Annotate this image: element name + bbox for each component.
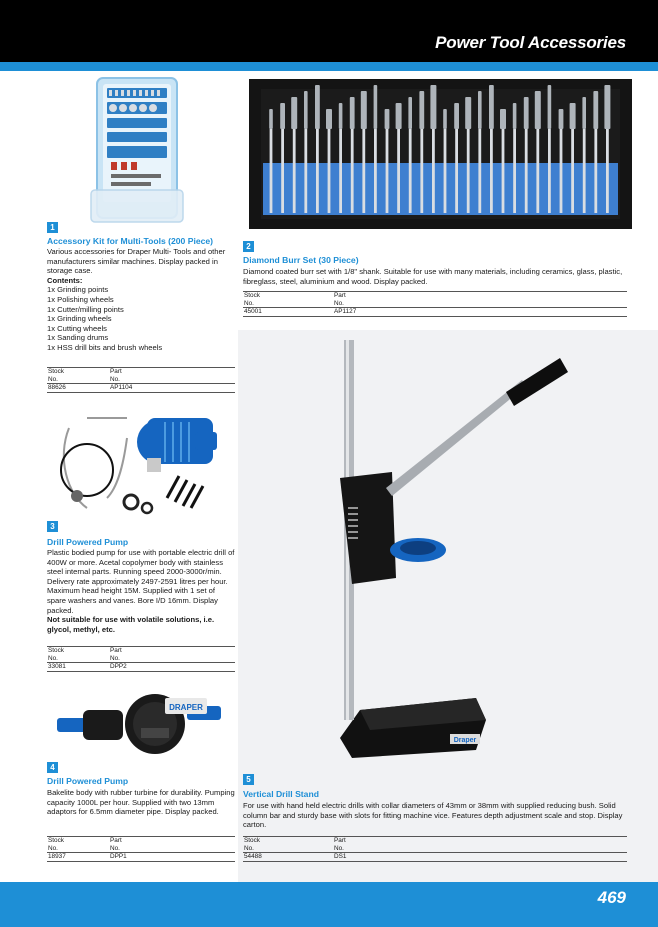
product-description: Diamond coated burr set with 1/8" shank. Suitable for use with many materials, including ceramics, glass, plastic, fibreglass, steel, aluminium and wood. Display packed. [243, 267, 623, 286]
stock-header: Stock [244, 837, 260, 844]
contents-list [47, 285, 235, 352]
product-title: Accessory Kit for Multi-Tools (200 Piece) [47, 236, 214, 246]
contents-item: 1x Grinding points [47, 285, 109, 295]
section-title: Power Tool Accessories [435, 33, 626, 52]
product-description: For use with hand held electric drills with collar diameters of 43mm or 38mm with supplied reducing bush. Solid column bar and sturdy base with slots for fitting machine vice. Features depth adjustment scale and stop. Display carton. [243, 801, 623, 830]
burr-head [269, 109, 273, 129]
accessory-kit-image [87, 72, 193, 230]
stock-header: No. [48, 654, 58, 662]
burr-shank [571, 129, 574, 213]
burr-shank [281, 129, 284, 213]
burr-shank [339, 129, 342, 213]
table-row [47, 853, 235, 862]
burr-head [396, 103, 402, 129]
burr-shank [293, 129, 296, 213]
burr-shank [490, 129, 493, 213]
part-number: DS1 [334, 853, 347, 861]
stock-table-header [47, 646, 235, 663]
product-title: Diamond Burr Set (30 Piece) [243, 255, 359, 265]
burr-head [570, 103, 576, 129]
table-row [243, 308, 627, 317]
burr-head [535, 91, 541, 129]
stock-header: No. [48, 375, 58, 383]
contents-item: 1x Polishing wheels [47, 294, 114, 304]
contents-item: 1x Grinding wheels [47, 314, 112, 324]
burr-shank [513, 129, 516, 213]
stock-number: 54488 [244, 853, 262, 861]
burr-head [419, 91, 424, 129]
burr-shank [444, 129, 447, 213]
part-number: AP1104 [110, 384, 133, 392]
table-row [47, 384, 235, 393]
burr-shank [397, 129, 400, 213]
burr-head [559, 109, 564, 129]
drill-stand-image [300, 338, 590, 764]
part-header: No. [334, 844, 344, 852]
burr-shank [351, 129, 354, 213]
stock-table-header [47, 367, 235, 384]
burr-head [326, 109, 332, 129]
stock-header: No. [244, 299, 254, 307]
part-header: Part [334, 837, 346, 844]
burr-shank [502, 129, 505, 213]
stock-header: Stock [48, 368, 64, 375]
burr-head [593, 91, 598, 129]
stock-table [243, 836, 627, 862]
burr-head [478, 91, 482, 129]
burr-head [374, 85, 378, 129]
stock-table-header [47, 836, 235, 853]
description-text: Various accessories for Draper Multi- Tools and other manufacturers similar machines. Display packed in storage case. [47, 247, 226, 276]
burr-head [304, 91, 308, 129]
product-description [47, 548, 235, 634]
stock-header: No. [48, 844, 58, 852]
part-number: AP1127 [334, 308, 357, 316]
part-header: No. [110, 844, 120, 852]
burr-head [291, 97, 297, 129]
burr-shank [316, 129, 319, 213]
burr-head [548, 85, 552, 129]
part-number: DPP2 [110, 663, 127, 671]
product-description [47, 247, 235, 353]
contents-item: 1x Sanding drums [47, 333, 109, 343]
product-title: Drill Powered Pump [47, 776, 129, 786]
stock-number: 18937 [48, 853, 66, 861]
burr-shank [420, 129, 423, 213]
burr-shank [548, 129, 551, 213]
burr-shank [304, 129, 307, 213]
stock-header: No. [244, 844, 254, 852]
burr-shank [432, 129, 435, 213]
part-header: Part [110, 368, 122, 375]
product-number-badge: 4 [47, 762, 58, 773]
burr-head [350, 97, 355, 129]
contents-item: 1x HSS drill bits and brush wheels [47, 342, 163, 352]
burr-shank [478, 129, 481, 213]
part-header: Part [110, 647, 122, 654]
part-header: No. [110, 654, 120, 662]
burr-head [513, 103, 517, 129]
product-number-badge: 2 [243, 241, 254, 252]
burr-shank [606, 129, 609, 213]
stock-number: 88626 [48, 384, 66, 392]
stock-table [243, 291, 627, 317]
header-accent-rule [0, 62, 658, 71]
drill-pump-blue-image [47, 398, 232, 520]
product-number-badge: 1 [47, 222, 58, 233]
diamond-burr-set-image [249, 79, 632, 229]
burr-shank [328, 129, 331, 213]
burr-shank [270, 129, 273, 213]
part-header: Part [110, 837, 122, 844]
drill-pump-black-image [47, 680, 232, 764]
warning-text: Not suitable for use with volatile solutions, i.e. glycol, methyl, etc. [47, 615, 215, 634]
product-description: Bakelite body with rubber turbine for durability. Pumping capacity 1000L per hour. Supplied with two 13mm adaptors for 6.5mm diameter pipe. Display packed. [47, 788, 235, 817]
stand-brand-label: Draper [453, 737, 477, 744]
burr-head [443, 109, 447, 129]
stock-header: Stock [48, 837, 64, 844]
burr-head [582, 97, 586, 129]
burr-shank [594, 129, 597, 213]
product-title: Vertical Drill Stand [243, 789, 319, 799]
stock-table [47, 836, 235, 862]
description-text: Plastic bodied pump for use with portable electric drill of 400W or more. Acetal copolymer body with stainless steel internal parts. Running speed 2000-3000r/min. Delivery rate approximately 2497-2591 litres per hour. Maximum head height 15M. Supplied with 1 set of spare washers and vanes. Bore I/D 16mm. Display packed. [47, 548, 235, 615]
stock-number: 33081 [48, 663, 66, 671]
burr-shank [525, 129, 528, 213]
burr-head [524, 97, 529, 129]
burr-head [339, 103, 343, 129]
burr-shank [455, 129, 458, 213]
burr-head [465, 97, 471, 129]
stock-number: 45001 [244, 308, 262, 316]
contents-item: 1x Cutting wheels [47, 323, 107, 333]
burr-shank [583, 129, 586, 213]
burr-head [430, 85, 436, 129]
part-header: No. [334, 299, 344, 307]
burr-shank [374, 129, 377, 213]
stock-table-header [243, 291, 627, 308]
burr-shank [362, 129, 365, 213]
stock-table [47, 646, 235, 672]
pump-brand-label: DRAPER [169, 703, 203, 712]
part-header: Part [334, 292, 346, 299]
footer-bar [0, 882, 658, 927]
burr-head [500, 109, 506, 129]
burr-shank [409, 129, 412, 213]
burr-head [315, 85, 320, 129]
burr-shank [560, 129, 563, 213]
contents-item: 1x Cutter/milling points [47, 304, 124, 314]
part-header: No. [110, 375, 120, 383]
table-row [47, 663, 235, 672]
stock-header: Stock [244, 292, 260, 299]
table-row [243, 853, 627, 862]
burr-head [489, 85, 494, 129]
burr-head [385, 109, 390, 129]
product-number-badge: 3 [47, 521, 58, 532]
stock-header: Stock [48, 647, 64, 654]
burr-head [408, 97, 412, 129]
part-number: DPP1 [110, 853, 127, 861]
burr-shank [386, 129, 389, 213]
stock-table [47, 367, 235, 393]
page-number: 469 [597, 888, 626, 907]
contents-heading: Contents: [47, 275, 83, 285]
burr-head [361, 91, 367, 129]
stock-table-header [243, 836, 627, 853]
burr-head [454, 103, 459, 129]
burr-head [280, 103, 285, 129]
burr-shank [467, 129, 470, 213]
product-title: Drill Powered Pump [47, 537, 129, 547]
burr-shank [536, 129, 539, 213]
product-number-badge: 5 [243, 774, 254, 785]
burr-head [604, 85, 610, 129]
